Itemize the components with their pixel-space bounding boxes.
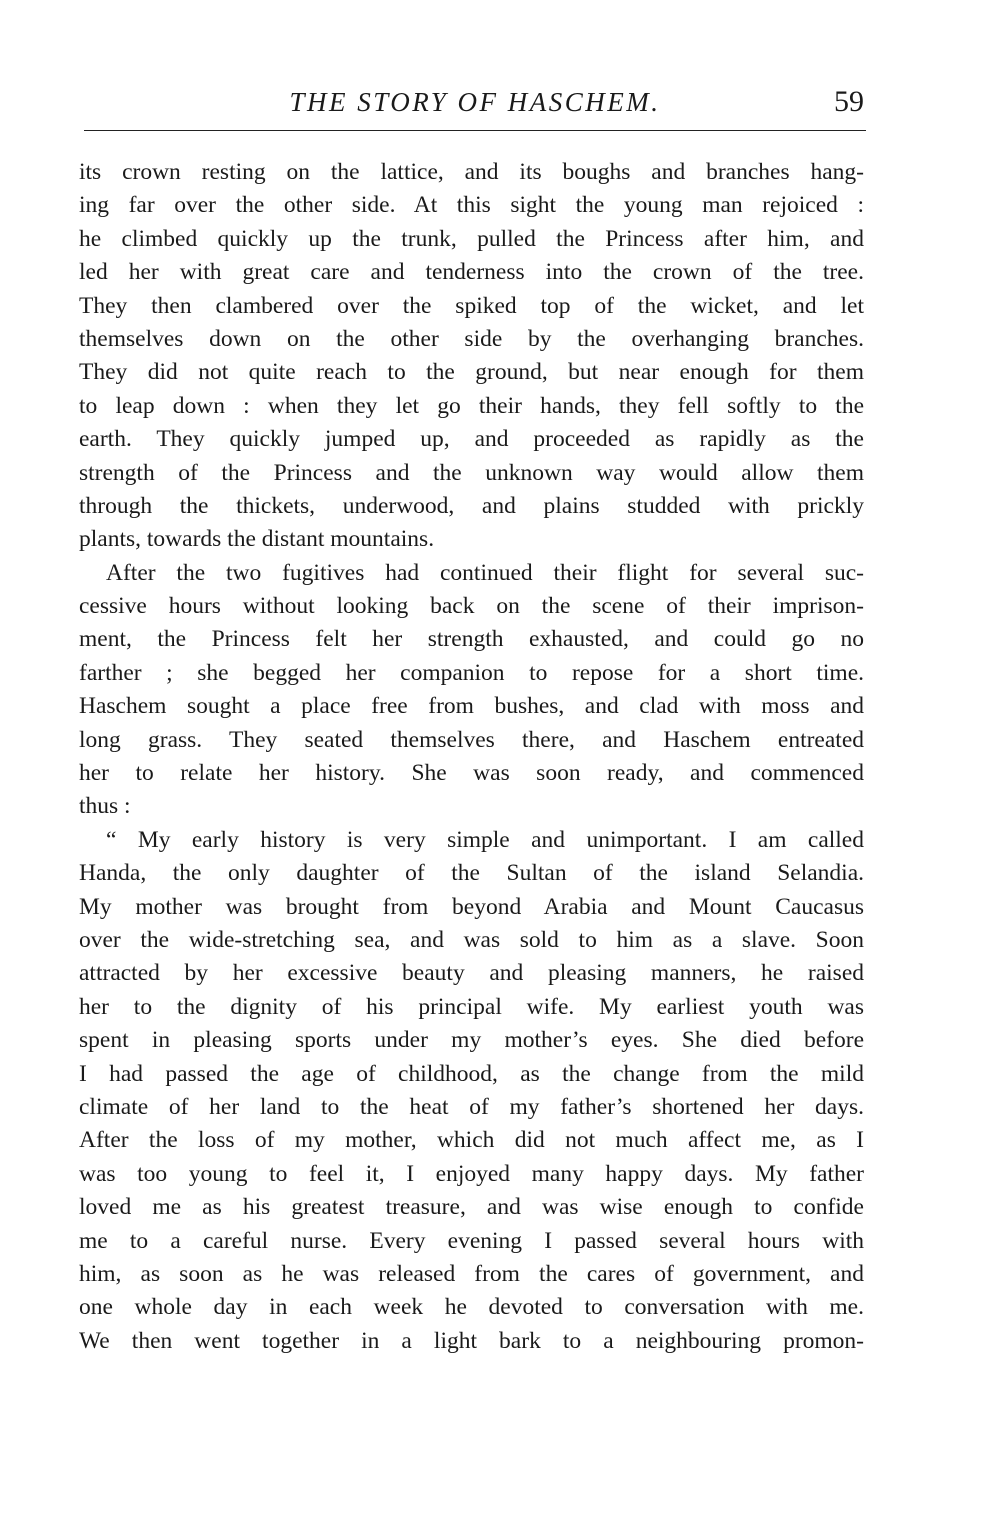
- text-line: its crown resting on the lattice, and its boughs and branches hang-: [79, 159, 864, 185]
- body-text: [79, 156, 864, 1358]
- text-line: spent in pleasing sports under my mother’s eyes. She died before: [79, 1027, 864, 1054]
- header-rule: [84, 130, 866, 131]
- paragraph-start-line: “ My early history is very simple and unimportant. I am called: [106, 826, 864, 853]
- text-line: farther ; she begged her companion to repose for a short time.: [79, 659, 864, 686]
- text-line: ing far over the other side. At this sight the young man rejoiced :: [79, 192, 864, 219]
- text-line: They did not quite reach to the ground, but near enough for them: [79, 359, 864, 386]
- running-title: THE STORY OF HASCHEM.: [289, 87, 661, 117]
- page-number: 59: [834, 85, 864, 118]
- text-line: Handa, the only daughter of the Sultan of the island Selandia.: [79, 860, 864, 887]
- text-line: They then clambered over the spiked top of the wicket, and let: [79, 292, 864, 319]
- text-line: After the loss of my mother, which did not much affect me, as I: [79, 1127, 864, 1154]
- running-head: [80, 82, 870, 122]
- text-line: her to relate her history. She was soon ready, and commenced: [79, 760, 864, 787]
- text-line: climate of her land to the heat of my father’s shortened her days.: [79, 1093, 864, 1120]
- text-line: We then went together in a light bark to a neighbouring promon-: [79, 1327, 864, 1354]
- text-line: one whole day in each week he devoted to conversation with me.: [79, 1294, 864, 1321]
- text-line: he climbed quickly up the trunk, pulled the Princess after him, and: [79, 225, 864, 252]
- text-line: long grass. They seated themselves there, and Haschem entreated: [79, 726, 864, 753]
- paragraph-end-line: plants, towards the distant mountains.: [79, 526, 435, 553]
- text-line: I had passed the age of childhood, as the change from the mild: [79, 1060, 864, 1087]
- text-line: cessive hours without looking back on the scene of their imprison-: [79, 593, 864, 620]
- text-line: ment, the Princess felt her strength exhausted, and could go no: [79, 626, 864, 653]
- text-line: over the wide-stretching sea, and was sold to him as a slave. Soon: [79, 926, 864, 953]
- paragraph-end-line: thus :: [79, 793, 131, 820]
- text-line: strength of the Princess and the unknown way would allow them: [79, 459, 864, 486]
- text-line: themselves down on the other side by the overhanging branches.: [79, 325, 864, 352]
- text-line: him, as soon as he was released from the cares of government, and: [79, 1260, 864, 1287]
- paragraph-start-line: After the two fugitives had continued their flight for several suc-: [106, 559, 864, 586]
- text-line: her to the dignity of his principal wife. My earliest youth was: [79, 993, 864, 1020]
- text-line: My mother was brought from beyond Arabia and Mount Caucasus: [79, 893, 864, 920]
- text-line: through the thickets, underwood, and plains studded with prickly: [79, 492, 864, 519]
- text-line: attracted by her excessive beauty and pleasing manners, he raised: [79, 960, 864, 987]
- text-line: led her with great care and tenderness into the crown of the tree.: [79, 259, 864, 286]
- text-line: to leap down : when they let go their hands, they fell softly to the: [79, 392, 864, 419]
- text-line: Haschem sought a place free from bushes, and clad with moss and: [79, 693, 864, 720]
- text-line: me to a careful nurse. Every evening I passed several hours with: [79, 1227, 864, 1254]
- text-line: was too young to feel it, I enjoyed many happy days. My father: [79, 1160, 864, 1187]
- text-line: earth. They quickly jumped up, and proceeded as rapidly as the: [79, 426, 864, 453]
- text-line: loved me as his greatest treasure, and was wise enough to confide: [79, 1194, 864, 1221]
